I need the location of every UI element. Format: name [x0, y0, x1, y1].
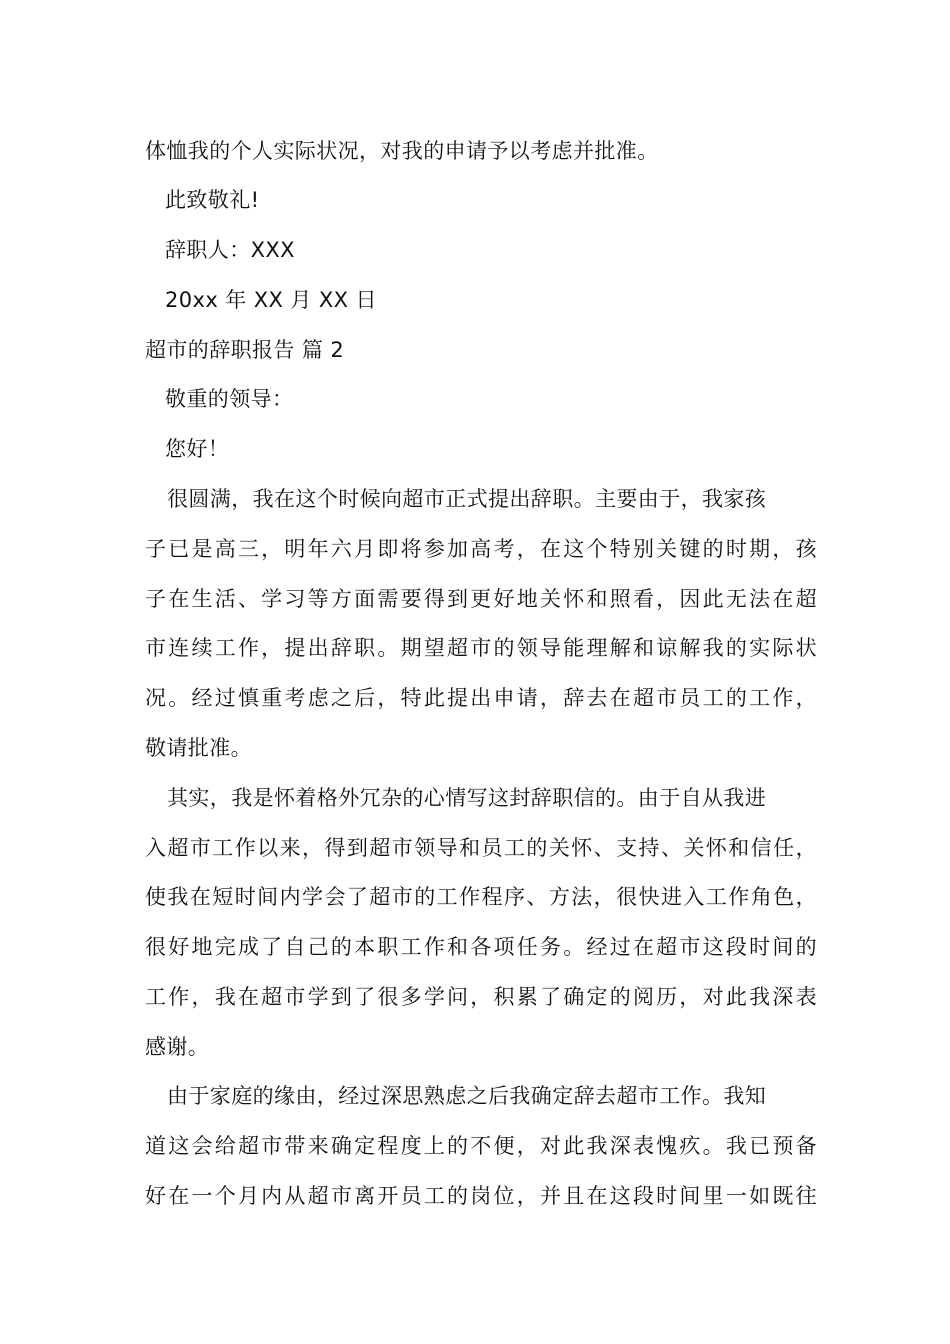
date-line: 20xx 年 XX 月 XX 日: [165, 288, 377, 312]
paragraph-1-line-3: 子在生活、学习等方面需要得到更好地关怀和照看，因此无法在超: [145, 587, 817, 611]
paragraph-2-line-3: 使我在短时间内学会了超市的工作程序、方法，很快进入工作角色，: [145, 885, 817, 909]
closing-salutation: 此致敬礼!: [165, 188, 260, 212]
paragraph-3-line-1: 由于家庭的缘由，经过深思熟虑之后我确定辞去超市工作。我知: [167, 1084, 767, 1108]
greeting-recipient: 敬重的领导：: [165, 387, 294, 411]
greeting: 您好！: [165, 437, 230, 461]
paragraph-1-line-1: 很圆满，我在这个时候向超市正式提出辞职。主要由于，我家孩: [167, 487, 767, 511]
text-line-1: 体恤我的个人实际状况，对我的申请予以考虑并批准。: [145, 139, 659, 163]
paragraph-2-line-2: 入超市工作以来，得到超市领导和员工的关怀、支持、关怀和信任，: [145, 836, 817, 860]
paragraph-2-line-6: 感谢。: [145, 1035, 210, 1059]
section-heading: 超市的辞职报告 篇 2: [145, 338, 345, 362]
paragraph-1-line-5: 况。经过慎重考虑之后，特此提出申请，辞去在超市员工的工作，: [145, 686, 817, 710]
paragraph-1-line-4: 市连续工作，提出辞职。期望超市的领导能理解和谅解我的实际状: [145, 636, 817, 660]
paragraph-1-line-6: 敬请批准。: [145, 736, 252, 760]
paragraph-2-line-5: 工作，我在超市学到了很多学问，积累了确定的阅历，对此我深表: [145, 985, 817, 1009]
paragraph-2-line-4: 很好地完成了自己的本职工作和各项任务。经过在超市这段时间的: [145, 935, 817, 959]
signer-line: 辞职人：XXX: [165, 238, 295, 262]
paragraph-3-line-3: 好在一个月内从超市离开员工的岗位，并且在这段时间里一如既往: [145, 1184, 817, 1208]
paragraph-2-line-1: 其实，我是怀着格外冗杂的心情写这封辞职信的。由于自从我进: [167, 786, 767, 810]
paragraph-3-line-2: 道这会给超市带来确定程度上的不便，对此我深表愧疚。我已预备: [145, 1134, 817, 1158]
paragraph-1-line-2: 子已是高三，明年六月即将参加高考，在这个特别关键的时期，孩: [145, 537, 817, 561]
